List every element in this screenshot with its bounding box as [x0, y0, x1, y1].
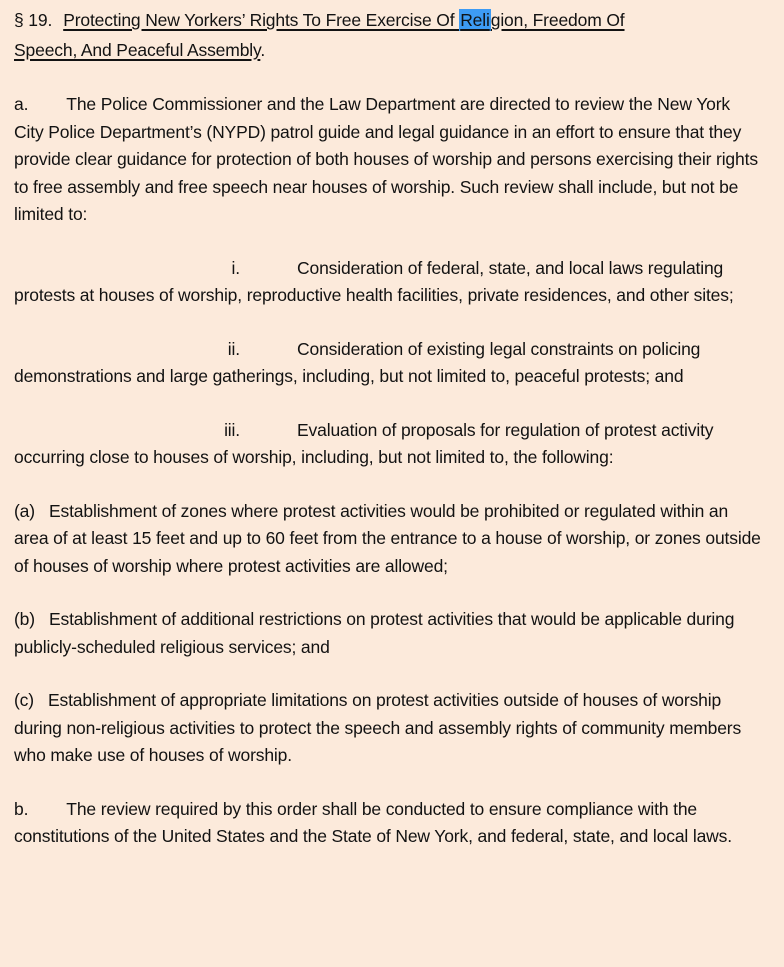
- paragraph-b-text: The review required by this order shall be conducted to ensure compliance with the constitutions of the United States and the State of New York, and federal, state, and local laws.: [14, 798, 732, 846]
- item-ii: [14, 336, 764, 391]
- heading-period: .: [260, 40, 266, 60]
- item-paren-a-label: (a): [14, 500, 35, 521]
- item-iii: [14, 417, 764, 472]
- heading-text-after-highlight: gion, Freedom Of: [490, 10, 625, 30]
- item-i-text: Consideration of federal, state, and local laws regulating protests at houses of worship, reproductive health facilities, private residences, and other sites;: [14, 257, 734, 305]
- paragraph-a: [14, 91, 764, 229]
- item-iii-text: Evaluation of proposals for regulation of protest activity occurring close to houses of worship, including, but not limited to, the following:: [14, 419, 714, 467]
- item-ii-text: Consideration of existing legal constraints on policing demonstrations and large gatherings, including, but not limited to, peaceful protests; and: [14, 338, 701, 386]
- item-paren-c-text: Establishment of appropriate limitations on protest activities outside of houses of worship during non-religious activities to protect the speech and assembly rights of community members who make use of houses of worship.: [14, 690, 742, 765]
- paragraph-a-label: a.: [14, 94, 29, 114]
- item-paren-c-label: (c): [14, 690, 34, 710]
- item-paren-b-text: Establishment of additional restrictions on protest activities that would be applicable during publicly-scheduled religious services; and: [14, 609, 735, 657]
- item-paren-b-label: (b): [14, 609, 35, 629]
- paragraph-b-label: b.: [14, 798, 29, 819]
- item-paren-a-text: Establishment of zones where protest activities would be prohibited or regulated within an area of at least 15 feet and up to 60 feet from the entrance to a house of worship, or zones outside of houses of worship where protest activities are allowed;: [14, 500, 761, 576]
- item-i-label: i.: [231, 257, 240, 278]
- item-iii-label: iii.: [224, 419, 240, 440]
- item-paren-a: [14, 498, 764, 581]
- section-number: § 19.: [14, 10, 53, 30]
- section-heading: [14, 5, 764, 65]
- item-ii-label: ii.: [227, 338, 240, 359]
- item-paren-c: [14, 687, 764, 770]
- heading-text-line2: Speech, And Peaceful Assembly: [14, 40, 261, 60]
- item-paren-b: [14, 606, 764, 661]
- paragraph-b: [14, 796, 764, 851]
- paragraph-a-text: The Police Commissioner and the Law Department are directed to review the New York City Police Department’s (NYPD) patrol guide and legal guidance in an effort to ensure that they provide clear guidance for protection of both houses of worship and persons exercising their rights to free assembly and free speech near houses of worship. Such review shall include, but not be limited to:: [14, 94, 758, 224]
- item-i: [14, 255, 764, 310]
- search-highlight: Reli: [460, 10, 490, 30]
- heading-text-before-highlight: Protecting New Yorkers’ Rights To Free Exercise Of: [63, 10, 460, 30]
